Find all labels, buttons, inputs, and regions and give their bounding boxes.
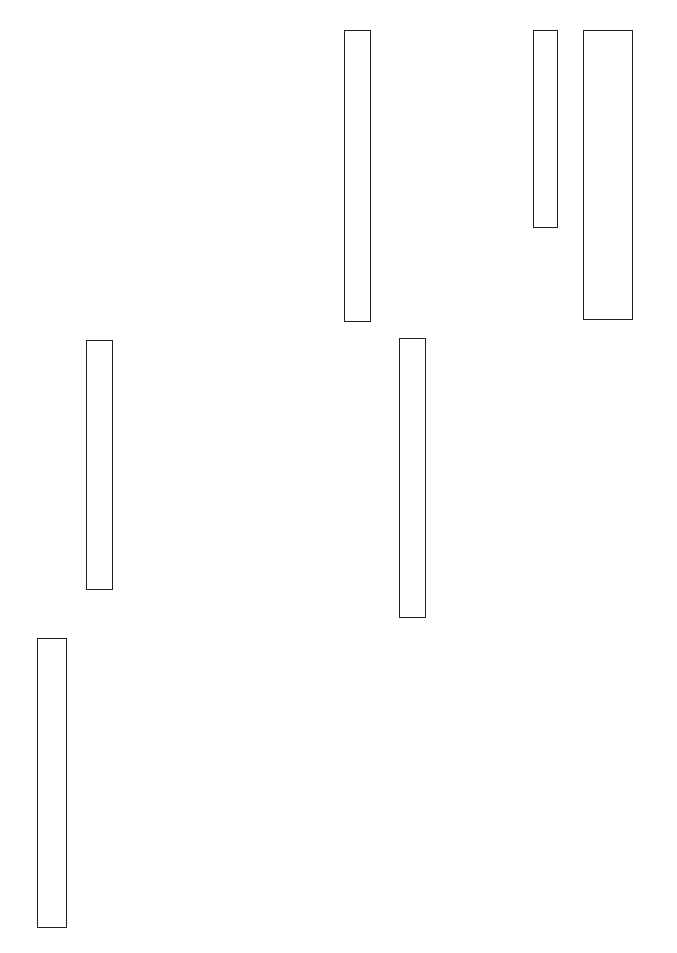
trip-body4 [84, 636, 122, 926]
publisher-box [37, 638, 67, 928]
trip-heading-box [86, 340, 113, 590]
magic-heading-box [533, 30, 558, 228]
croquet-body2 [126, 344, 294, 614]
curling-body2 [22, 33, 178, 325]
trip-body3 [125, 636, 237, 926]
croquet-heading-box [399, 338, 426, 618]
magic-intro [459, 33, 531, 323]
masthead-box [583, 30, 633, 320]
trip-body2 [240, 636, 656, 926]
croquet-continuation [522, 344, 656, 614]
curling-body [182, 33, 338, 325]
trip-body [22, 344, 82, 614]
curling-heading-box [344, 30, 371, 322]
croquet-thanks [446, 344, 518, 614]
croquet-body [298, 344, 394, 614]
